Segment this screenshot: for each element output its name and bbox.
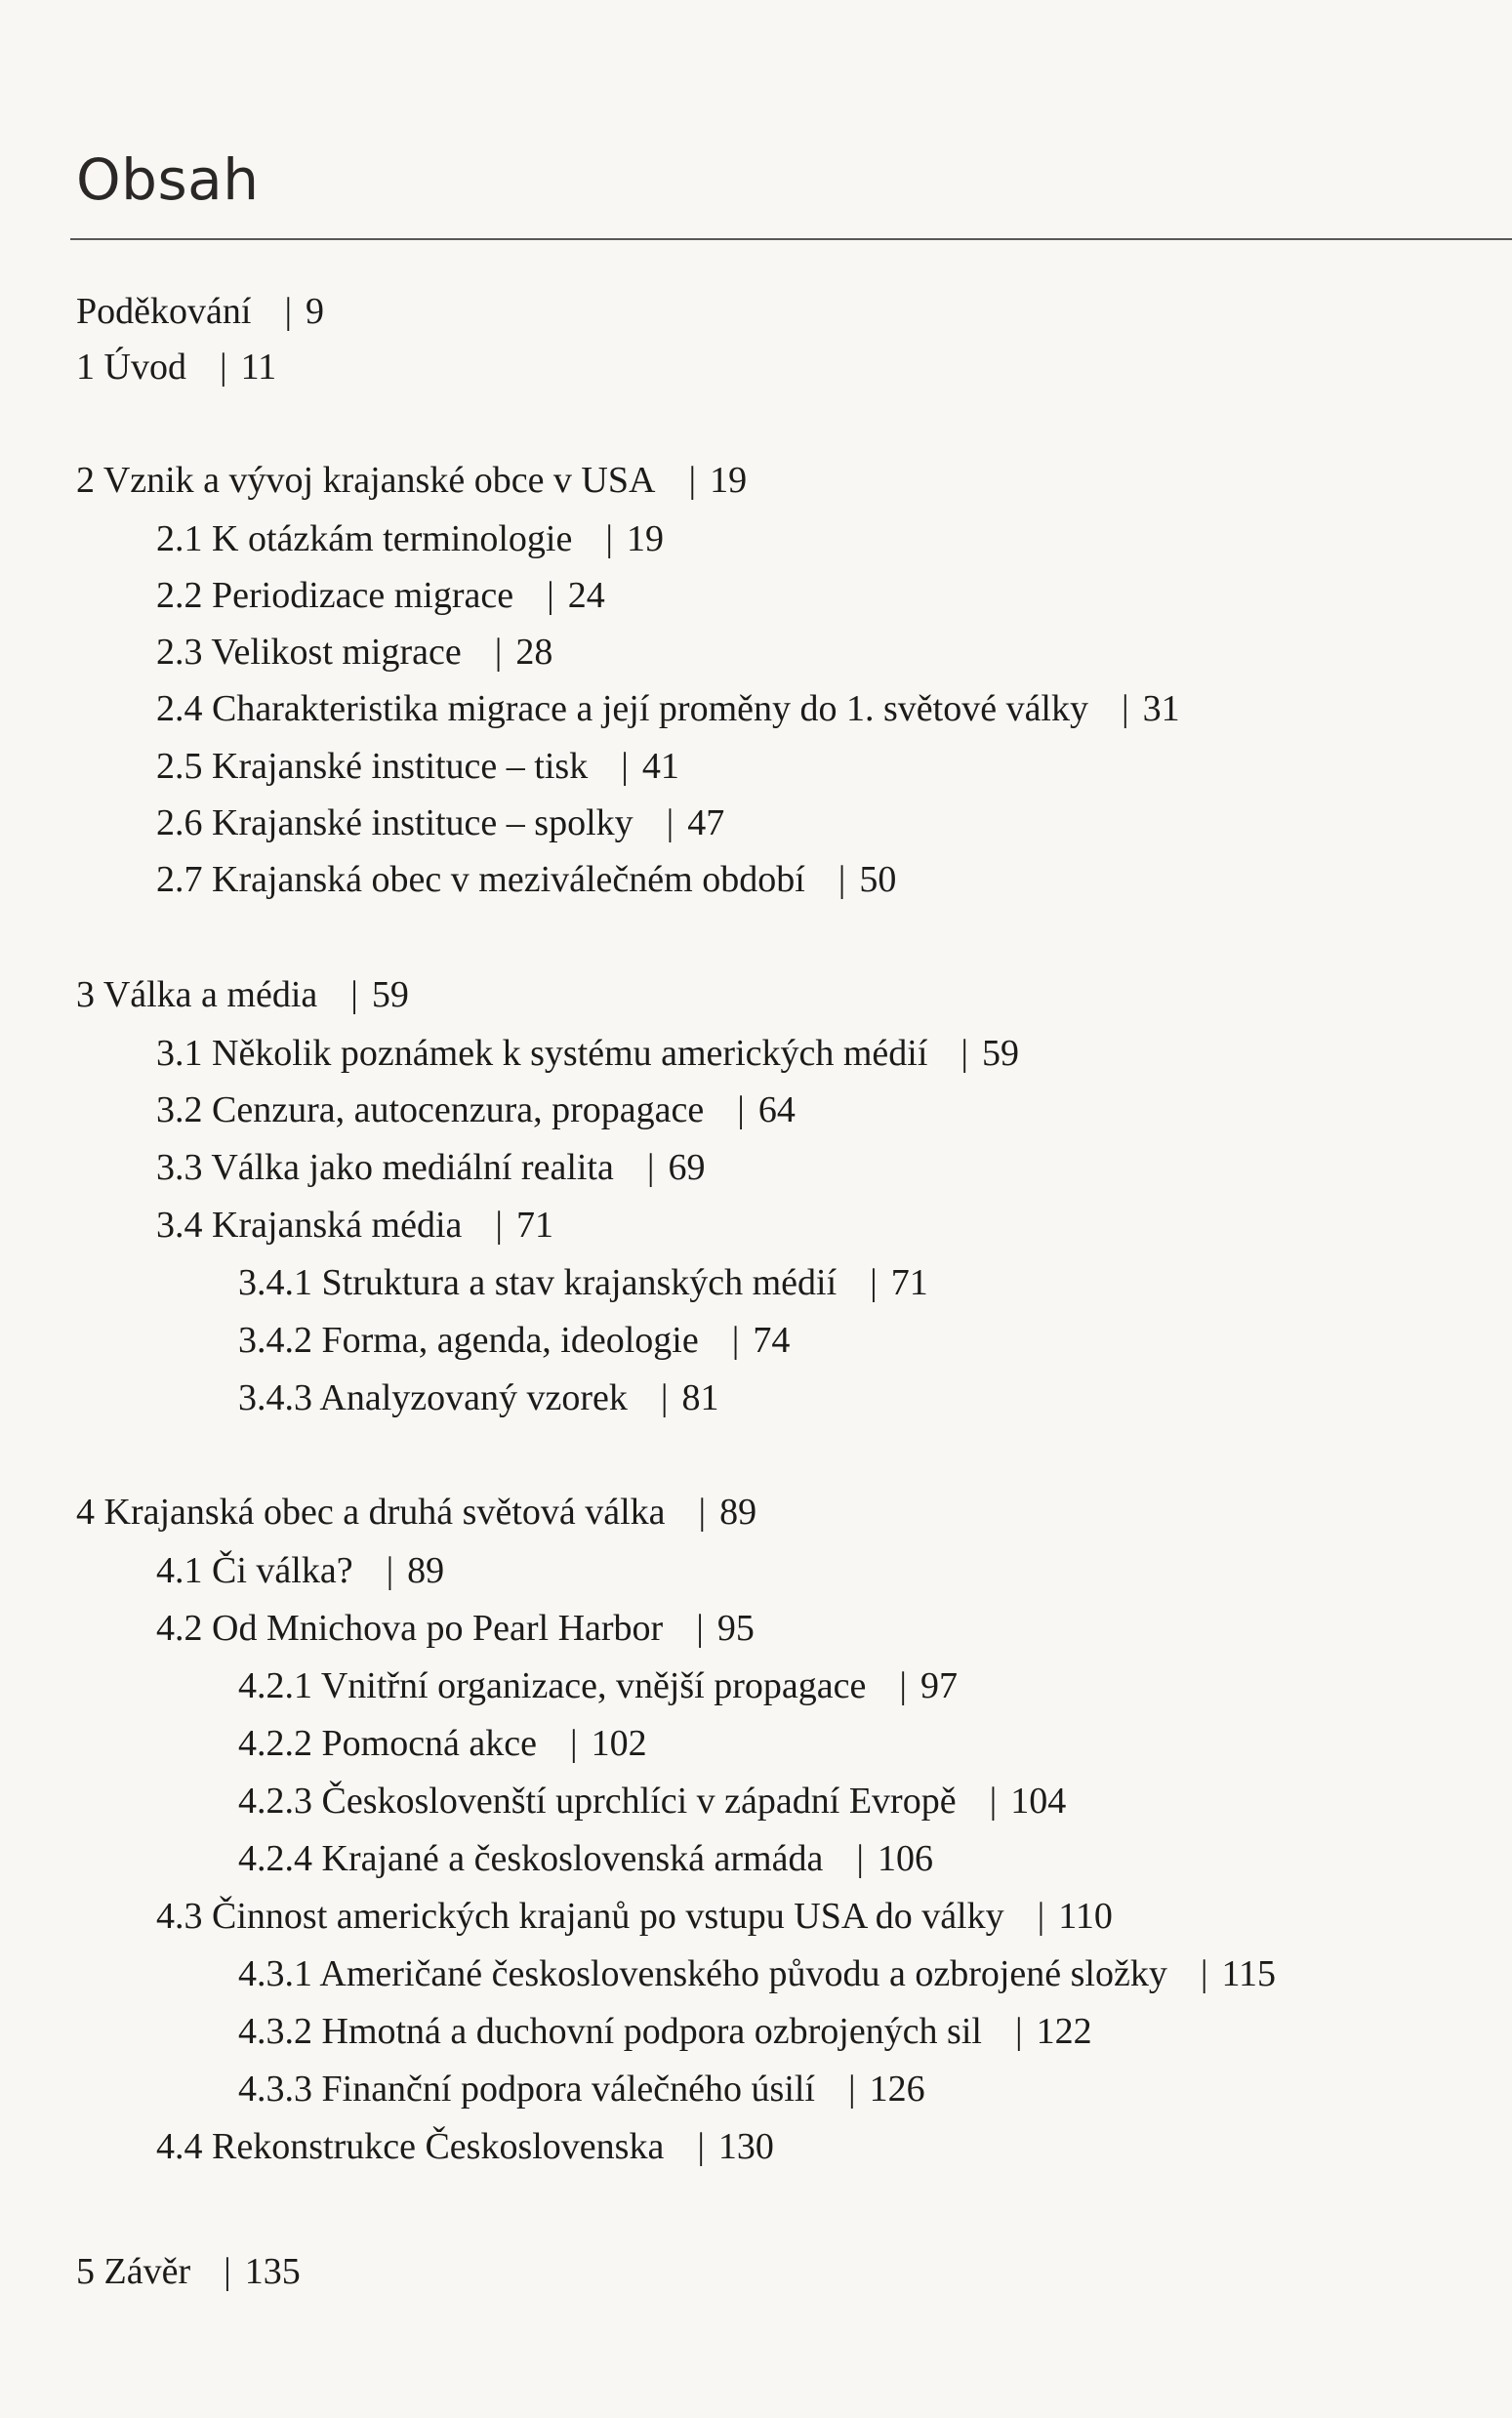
toc-entry [156,685,1180,732]
toc-entry [238,1374,719,1421]
page-separator: | [989,1781,998,1822]
toc-entry-page: 130 [717,2126,774,2167]
page-separator: | [219,347,227,388]
page-separator: | [1014,2011,1023,2052]
page-separator: | [350,974,358,1015]
toc-entry-page: 69 [668,1147,706,1188]
toc-entry-page: 19 [626,518,664,559]
toc-entry [156,1144,705,1191]
toc-entry-title: 1 Úvod [76,347,186,388]
toc-entry-page: 47 [687,802,725,843]
toc-entry-page: 74 [753,1320,791,1361]
page-separator: | [495,1205,503,1246]
toc-entry-page: 50 [859,859,897,900]
page-separator: | [284,291,293,332]
page-separator: | [697,2126,705,2167]
toc-entry-title: 3.4.1 Struktura a stav krajanských médií [238,1262,838,1303]
page-separator: | [1200,1953,1208,1994]
toc-entry [156,856,896,903]
toc-entry-page: 9 [306,291,325,332]
toc-entry-page: 41 [641,746,679,787]
toc-entry-title: 3.1 Několik poznámek k systému amerických médií [156,1033,928,1074]
toc-entry [156,2123,774,2170]
page-separator: | [838,859,846,900]
page-separator: | [646,1147,655,1188]
toc-entry-page: 110 [1058,1896,1113,1937]
toc-entry [156,1893,1113,1940]
toc-entry [156,572,605,619]
toc-entry [238,1835,933,1882]
toc-entry [238,1950,1276,1997]
page-separator: | [1037,1896,1045,1937]
toc-entry [156,1202,553,1249]
toc-entry [76,457,747,504]
toc-entry-title: 3.4.3 Analyzovaný vzorek [238,1377,628,1418]
toc-entry [238,1720,647,1767]
toc-entry [156,1547,444,1594]
toc-entry-page: 115 [1221,1953,1277,1994]
toc-entry-title: 4.3.2 Hmotná a duchovní podpora ozbrojených sil [238,2011,982,2052]
toc-entry-title: 4.3 Činnost amerických krajanů po vstupu USA do války [156,1896,1004,1937]
page-separator: | [960,1033,969,1074]
toc-entry-title: 4.3.1 Američané československého původu a ozbrojené složky [238,1953,1167,1994]
page-title: Obsah [76,146,260,213]
toc-entry [76,344,276,390]
toc-entry-page: 122 [1036,2011,1092,2052]
toc-entry-page: 71 [516,1205,553,1246]
toc-entry [238,1662,958,1709]
page-separator: | [570,1723,578,1764]
toc-entry-title: 3.3 Válka jako mediální realita [156,1147,614,1188]
toc-entry-page: 102 [591,1723,647,1764]
toc-entry-page: 11 [240,347,277,388]
toc-entry-page: 135 [244,2251,301,2292]
toc-entry-title: Poděkování [76,291,252,332]
toc-entry [238,2066,925,2112]
toc-entry-page: 24 [567,575,605,616]
toc-entry-title: 5 Závěr [76,2251,191,2292]
page-separator: | [494,632,503,673]
toc-entry [156,1605,755,1652]
toc-entry-title: 2.3 Velikost migrace [156,632,462,673]
toc-entry-title: 2.6 Krajanské instituce – spolky [156,802,633,843]
toc-entry-page: 59 [982,1033,1020,1074]
toc-entry [156,515,664,562]
toc-entry [238,2008,1092,2055]
toc-entry [76,971,409,1018]
toc-entry [76,2248,301,2295]
toc-entry [238,1778,1066,1824]
page-separator: | [737,1089,745,1130]
toc-entry-title: 4.2.4 Krajané a československá armáda [238,1838,824,1879]
toc-entry-title: 4.2.3 Českoslovenští uprchlíci v západní Evropě [238,1781,957,1822]
toc-entry [76,1489,756,1536]
toc-entry-page: 95 [716,1608,755,1649]
toc-entry-page: 19 [710,460,748,501]
toc-entry [76,288,324,335]
toc-entry-title: 2.4 Charakteristika migrace a její proměny do 1. světové války [156,688,1088,729]
toc-entry-page: 81 [681,1377,719,1418]
toc-entry-page: 64 [757,1089,796,1130]
toc-entry [156,743,679,790]
page-separator: | [660,1377,669,1418]
page-separator: | [698,1492,707,1533]
toc-entry-page: 104 [1010,1781,1067,1822]
toc-entry-page: 89 [719,1492,757,1533]
page-separator: | [696,1608,704,1649]
toc-entry-title: 2 Vznik a vývoj krajanské obce v USA [76,460,656,501]
toc-entry [238,1259,928,1306]
page-separator: | [224,2251,231,2292]
toc-entry-page: 59 [371,974,409,1015]
page-separator: | [621,746,629,787]
toc-entry-title: 3 Válka a média [76,974,318,1015]
page-separator: | [605,518,613,559]
page-separator: | [386,1550,394,1591]
toc-entry-title: 4.3.3 Finanční podpora válečného úsilí [238,2069,815,2110]
page-separator: | [547,575,554,616]
toc-entry [238,1317,790,1364]
toc-entry-page: 89 [407,1550,445,1591]
toc-entry-page: 97 [919,1665,958,1706]
page-separator: | [1122,688,1129,729]
toc-entry [156,1086,796,1133]
toc-entry-page: 31 [1142,688,1180,729]
toc-entry-title: 3.2 Cenzura, autocenzura, propagace [156,1089,705,1130]
toc-entry-title: 3.4 Krajanská média [156,1205,463,1246]
toc-entry-title: 4 Krajanská obec a druhá světová válka [76,1492,666,1533]
page-separator: | [899,1665,907,1706]
page-separator: | [688,460,697,501]
page-separator: | [870,1262,878,1303]
toc-entry-page: 71 [890,1262,928,1303]
toc-entry-title: 2.5 Krajanské instituce – tisk [156,746,589,787]
toc-entry [156,629,552,676]
toc-entry [156,1030,1019,1077]
toc-entry-title: 4.1 Či válka? [156,1550,353,1591]
page-separator: | [731,1320,740,1361]
toc-entry-page: 106 [877,1838,933,1879]
toc-entry-title: 4.2.1 Vnitřní organizace, vnější propagace [238,1665,867,1706]
toc-entry-title: 2.7 Krajanská obec v meziválečném období [156,859,805,900]
toc-entry-title: 3.4.2 Forma, agenda, ideologie [238,1320,699,1361]
toc-entry-title: 4.4 Rekonstrukce Československa [156,2126,665,2167]
toc-entry-page: 126 [869,2069,925,2110]
toc-entry-title: 2.2 Periodizace migrace [156,575,514,616]
page-separator: | [666,802,674,843]
page-separator: | [848,2069,856,2110]
toc-entry-title: 2.1 K otázkám terminologie [156,518,573,559]
toc-entry [156,799,724,846]
toc-entry-page: 28 [515,632,553,673]
page-separator: | [856,1838,864,1879]
toc-entry-title: 4.2 Od Mnichova po Pearl Harbor [156,1608,664,1649]
toc-entry-title: 4.2.2 Pomocná akce [238,1723,538,1764]
